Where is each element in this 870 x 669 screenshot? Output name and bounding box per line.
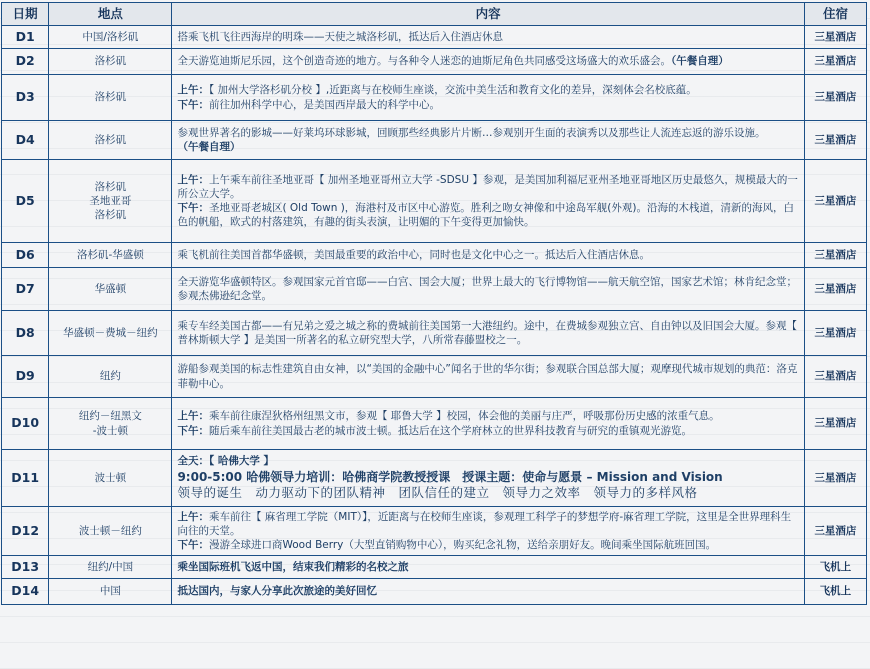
content-cell [172, 398, 804, 450]
header-day: 日期 [2, 3, 49, 26]
time-label: 下午： [177, 98, 209, 111]
content-cell [172, 507, 804, 556]
time-label: 上午： [177, 410, 209, 423]
table-row [2, 243, 867, 268]
day-cell: D6 [2, 243, 49, 268]
place-name: 洛杉矶 [94, 180, 127, 193]
place-name: 纽约 [99, 370, 121, 383]
place-name: 中国 [99, 585, 121, 598]
content-line [177, 126, 798, 140]
content-cell [172, 579, 804, 605]
place-cell [49, 49, 172, 75]
time-label: 下午： [177, 424, 209, 437]
day-cell: D9 [2, 356, 49, 398]
content-line [177, 560, 798, 574]
hotel-cell: 飞机上 [804, 579, 866, 605]
header-content: 内容 [172, 3, 804, 26]
place-name: 华盛顿－费城－纽约 [63, 326, 158, 339]
header-place: 地点 [49, 3, 172, 26]
content-line [177, 538, 798, 552]
hotel-cell: 三星酒店 [804, 160, 866, 243]
content-cell [172, 243, 804, 268]
place-name: 波士顿－纽约 [78, 524, 142, 537]
place-cell [49, 160, 172, 243]
place-name: 中国/洛杉矶 [82, 30, 139, 43]
place-cell [49, 268, 172, 311]
content-line [177, 319, 798, 347]
place-name: 洛杉矶 [94, 55, 127, 68]
content-text: 漫游全球进口商Wood Berry（大型直销购物中心），购买纪念礼物，送给亲朋好友。晚间乘坐国际航班回国。 [208, 539, 717, 552]
hotel-cell: 三星酒店 [804, 356, 866, 398]
table-row [2, 311, 867, 356]
day-cell: D4 [2, 121, 49, 160]
time-label: 上午： [177, 173, 209, 186]
place-name: 波士顿 [94, 471, 127, 484]
day-cell: D5 [2, 160, 49, 243]
day-cell: D10 [2, 398, 49, 450]
content-note: （午餐自理） [670, 55, 729, 68]
content-text: 搭乘飞机飞往西海岸的明珠——天使之城洛杉矶，抵达后入住酒店休息 [177, 30, 503, 43]
content-text: 全天游览华盛顿特区。参观国家元首官邸——白宫、国会大厦；世界上最大的飞行博物馆——航天航空馆，国家艺术馆；林肯纪念堂；参观杰佛逊纪念堂。 [177, 275, 797, 302]
place-name: -波士顿 [92, 424, 129, 437]
time-label: 上午： [177, 510, 209, 523]
place-name: 洛杉矶 [94, 209, 127, 222]
hotel-cell: 三星酒店 [804, 507, 866, 556]
content-cell [172, 450, 804, 507]
table-row [2, 356, 867, 398]
content-text: 参观世界著名的影城——好莱坞环球影城，回顾那些经典影片片断…参观别开生面的表演秀以及那些让人流连忘返的游乐设施。 [177, 126, 766, 139]
hotel-cell: 三星酒店 [804, 311, 866, 356]
table-row [2, 450, 867, 507]
day-cell: D2 [2, 49, 49, 75]
content-line [177, 83, 798, 97]
content-line [177, 201, 798, 229]
table-row [2, 268, 867, 311]
time-label: 下午： [177, 539, 209, 552]
hotel-cell: 飞机上 [804, 556, 866, 579]
content-note: 乘坐国际班机飞返中国，结束我们精彩的名校之旅 [177, 560, 409, 573]
table-row [2, 49, 867, 75]
content-cell [172, 268, 804, 311]
place-cell [49, 26, 172, 49]
place-cell [49, 579, 172, 605]
content-text: 乘车前往【 麻省理工学院（MIT）】，近距离与在校师生座谈，参观理工科学子的梦想学府-麻省理工学院，这里是全世界理科生向往的天堂。 [177, 510, 792, 537]
place-name: 洛杉矶-华盛顿 [77, 248, 144, 261]
itinerary-table [1, 2, 867, 605]
place-name: 洛杉矶 [94, 133, 127, 146]
place-cell [49, 311, 172, 356]
content-text: 乘车前往康涅狄格州纽黑文市，参观【 耶鲁大学 】校园，体会他的美丽与庄严，呼吸那份历史感的浓重气息。 [208, 410, 720, 423]
content-line [177, 275, 798, 303]
content-cell [172, 556, 804, 579]
place-name: 圣地亚哥 [89, 194, 132, 207]
table-row [2, 556, 867, 579]
day-cell: D11 [2, 450, 49, 507]
place-name: 纽约/中国 [87, 560, 134, 573]
content-note: 抵达国内，与家人分享此次旅途的美好回忆 [177, 585, 377, 598]
content-line [177, 54, 798, 68]
content-cell [172, 356, 804, 398]
content-line [177, 424, 798, 438]
content-line [177, 173, 798, 201]
content-note: （午餐自理） [177, 141, 241, 153]
day-cell: D8 [2, 311, 49, 356]
table-row [2, 507, 867, 556]
table-row [2, 160, 867, 243]
content-text: 上午乘车前往圣地亚哥【 加州圣地亚哥州立大学 -SDSU 】参观，是美国加利福尼亚州圣地亚哥地区历史最悠久，规模最大的一所公立大学。 [177, 173, 798, 200]
day-program-title: 全天：【 哈佛大学 】 [177, 455, 275, 468]
content-line [177, 584, 798, 598]
day-cell: D1 [2, 26, 49, 49]
content-line [177, 409, 798, 423]
hotel-cell: 三星酒店 [804, 243, 866, 268]
content-cell [172, 49, 804, 75]
table-body [2, 26, 867, 605]
time-label: 下午： [177, 202, 209, 214]
header-hotel: 住宿 [804, 3, 866, 26]
content-text: 随后乘车前往美国最古老的城市波士顿。抵达后在这个学府林立的世界科技教育与研究的重镇观光游览。 [208, 424, 692, 437]
content-text: 游船参观美国的标志性建筑自由女神，以“美国的金融中心”闻名于世的华尔街；参观联合国总部大厦；观摩现代城市规划的典范：洛克菲勒中心。 [177, 363, 798, 390]
content-line [177, 248, 798, 262]
place-cell [49, 507, 172, 556]
place-cell [49, 243, 172, 268]
content-cell [172, 121, 804, 160]
day-cell: D13 [2, 556, 49, 579]
place-cell [49, 75, 172, 121]
day-cell: D7 [2, 268, 49, 311]
content-text: 全天游览迪斯尼乐园，这个创造奇迹的地方。与各种令人迷恋的迪斯尼角色共同感受这场盛大的欢乐盛会。 [177, 55, 671, 68]
content-text: 乘飞机前往美国首都华盛顿，美国最重要的政治中心，同时也是文化中心之一。抵达后入住酒店休息。 [177, 248, 650, 261]
hotel-cell: 三星酒店 [804, 268, 866, 311]
training-topic: 9:00-5:00 哈佛领导力培训：哈佛商学院教授授课 授课主题：使命与愿景 – Mission and Vision [177, 469, 723, 484]
table-header-row [2, 3, 867, 26]
content-text: 圣地亚哥老城区( Old Town )，海港村及市区中心游览。胜利之吻女神像和中途岛军舰(外观)。沿海的木栈道，清新的海风，白色的帆船，欧式的村落建筑，有趣的街头表演，让明媚的下午变得更加愉快。 [177, 202, 794, 229]
table-row [2, 398, 867, 450]
hotel-cell: 三星酒店 [804, 26, 866, 49]
content-line [177, 98, 798, 112]
day-cell: D14 [2, 579, 49, 605]
table-row [2, 121, 867, 160]
content-cell [172, 160, 804, 243]
content-cell [172, 311, 804, 356]
place-name: 纽约－纽黑文 [78, 410, 142, 423]
content-cell [172, 75, 804, 121]
place-name: 华盛顿 [94, 282, 127, 295]
place-name: 洛杉矶 [94, 91, 127, 104]
content-cell [172, 26, 804, 49]
place-cell [49, 556, 172, 579]
day-cell: D3 [2, 75, 49, 121]
table-row [2, 26, 867, 49]
place-cell [49, 356, 172, 398]
hotel-cell: 三星酒店 [804, 398, 866, 450]
content-line [177, 510, 798, 538]
day-cell: D12 [2, 507, 49, 556]
table-row [2, 75, 867, 121]
place-cell [49, 398, 172, 450]
hotel-cell: 三星酒店 [804, 450, 866, 507]
place-cell [49, 121, 172, 160]
content-text: 前往加州科学中心，是美国西岸最大的科学中心。 [208, 98, 440, 111]
content-line [177, 30, 798, 44]
training-modules: 领导的诞生 动力驱动下的团队精神 团队信任的建立 领导力之效率 领导力的多样风格 [177, 484, 698, 500]
place-cell [49, 450, 172, 507]
hotel-cell: 三星酒店 [804, 49, 866, 75]
content-text: 【 加州大学洛杉矶分校 】,近距离与在校师生座谈，交流中美生活和教育文化的差异，深刻体会名校底蕴。 [208, 84, 697, 97]
hotel-cell: 三星酒店 [804, 121, 866, 160]
hotel-cell: 三星酒店 [804, 75, 866, 121]
table-row [2, 579, 867, 605]
content-line [177, 140, 798, 154]
content-text: 乘专车经美国古都——有兄弟之爱之城之称的费城前往美国第一大港纽约。途中，在费城参观独立宫、自由钟以及旧国会大厦。参观【 普林斯顿大学 】是美国一所著名的私立研究型大学，八所常春藤盟校之一。 [177, 319, 797, 346]
time-label: 上午： [177, 84, 209, 97]
content-line [177, 362, 798, 390]
